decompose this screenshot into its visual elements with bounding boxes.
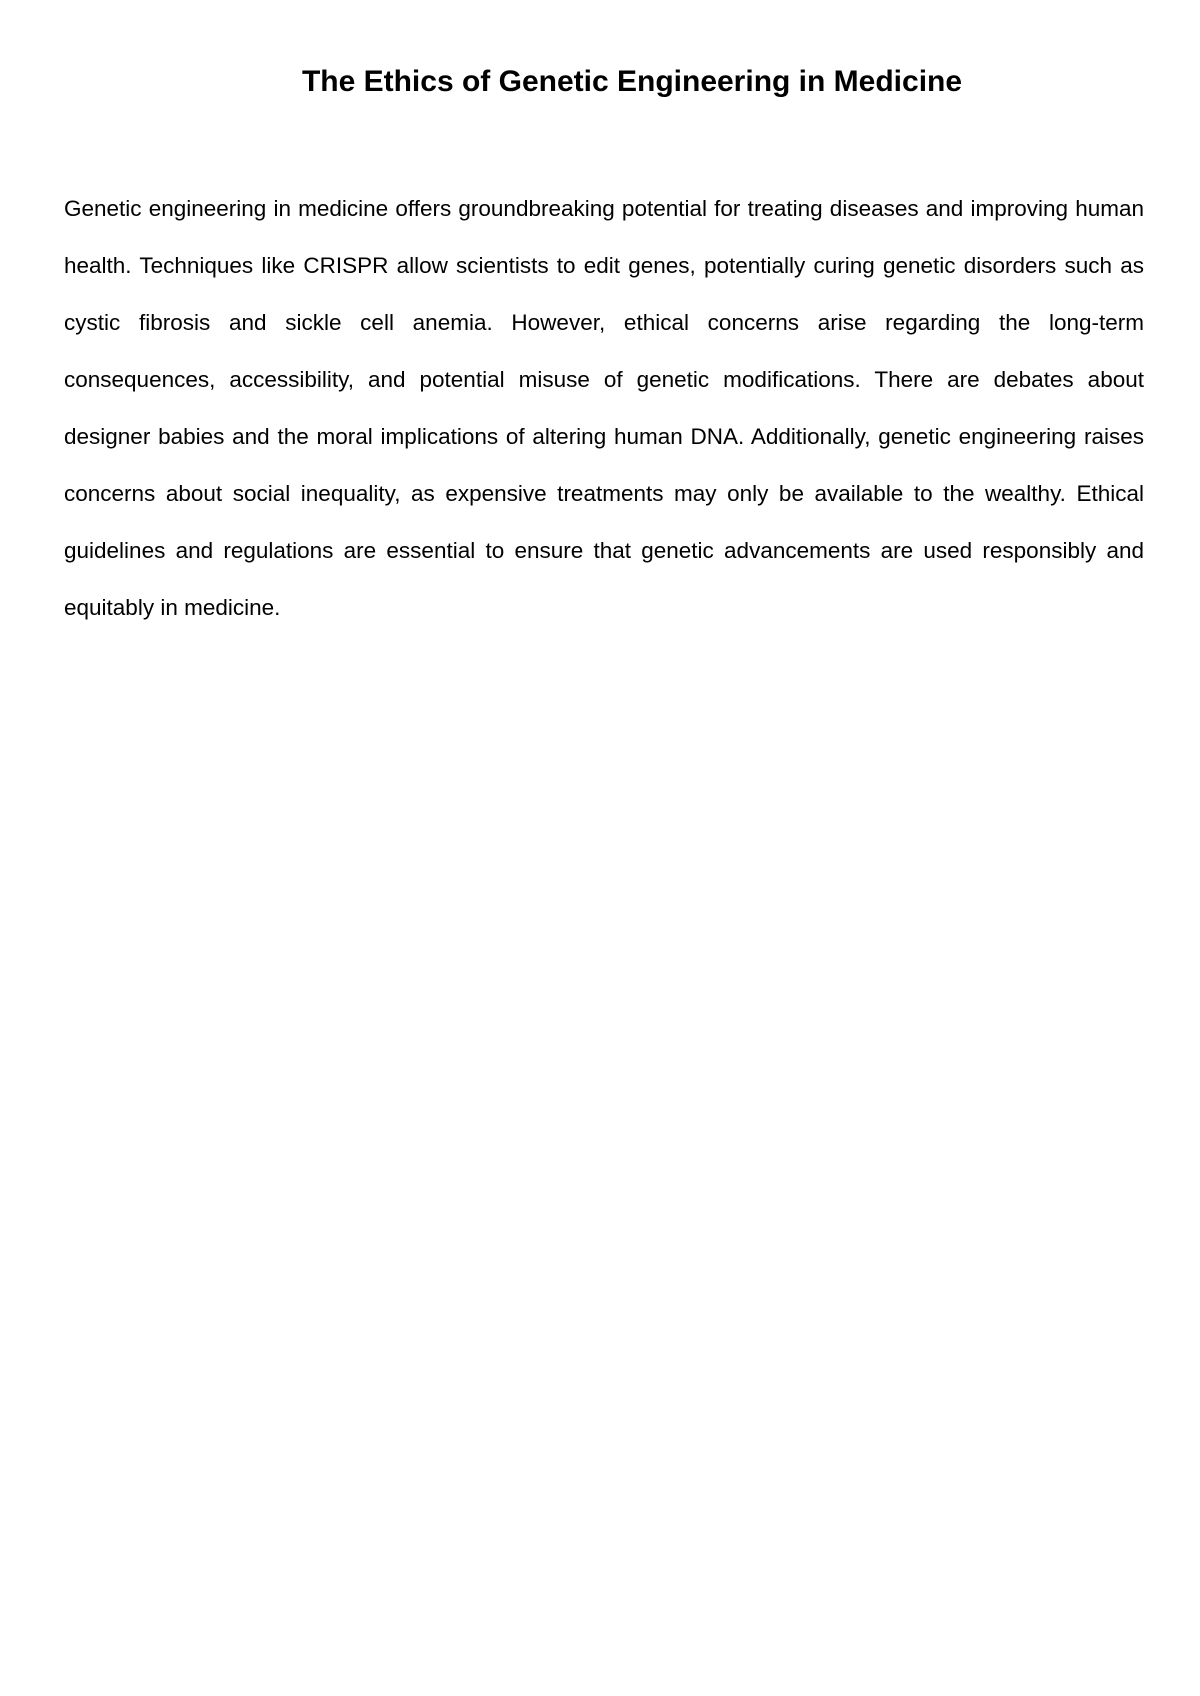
document-title: The Ethics of Genetic Engineering in Medicine (301, 65, 963, 98)
body-paragraph: Genetic engineering in medicine offers groundbreaking potential for treating diseases and improving human health. Techniques like CRISPR allow scientists to edit genes, potentially curing genetic disorders such as cystic fibrosis and sickle cell anemia. However, ethical concerns arise regarding the long-term consequences, accessibility, and potential misuse of genetic modifications. There are debates about designer babies and the moral implications of altering human DNA. Additionally, genetic engineering raises concerns about social inequality, as expensive treatments may only be available to the wealthy. Ethical guidelines and regulations are essential to ensure that genetic advancements are used responsibly and equitably in medicine. (64, 196, 1144, 620)
